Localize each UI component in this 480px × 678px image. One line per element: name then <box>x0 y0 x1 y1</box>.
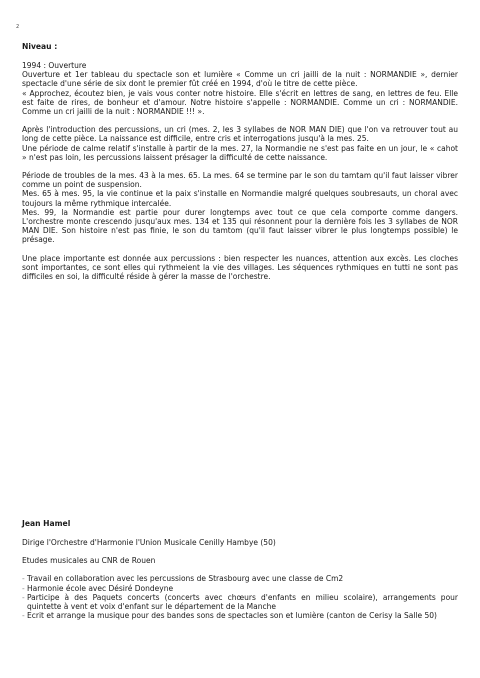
niveau-paragraph-6: Une place importante est donnée aux percussions : bien respecter les nuances, attention aux excès. Les cloches sont importantes, ce sont elles qui rythmeient la vie des villages. Les séquences rythmiques en tutti ne sont pas difficiles en soi, la difficulté réside à gérer la masse de l'orchestre. <box>22 253 458 282</box>
bio-list-item: - Participe à des Paquets concerts (concerts avec chœurs d'enfants en milieu scolaire), arrangements pour quintette à vent et voix d'enfant sur le département de la Manche <box>22 593 458 611</box>
bio-list-item: - Harmonie école avec Désiré Dondeyne <box>22 584 458 593</box>
niveau-year-line: 1994 : Ouverture <box>22 61 87 70</box>
page-number: 2 <box>16 24 20 30</box>
bio-line-2: Etudes musicales au CNR de Rouen <box>22 556 156 566</box>
bio-list-item: - Ecrit et arrange la musique pour des bandes sons de spectacles son et lumière (canton de Cerisy la Salle 50) <box>22 611 458 620</box>
bio-line-1: Dirige l'Orchestre d'Harmonie l'Union Musicale Cenilly Hambye (50) <box>22 538 276 547</box>
bio-list-item: - Travail en collaboration avec les percussions de Strasbourg avec une classe de Cm2 <box>22 574 458 583</box>
niveau-section <box>22 42 458 281</box>
niveau-paragraph-5: Mes. 99, la Normandie est partie pour durer longtemps avec tout ce que cela comporte comme dangers. L'orchestre monte crescendo jusqu'aux mes. 134 et 135 qui résonnent pour la dernière fois les 3 syllabes de NOR MAN DIE. Son histoire n'est pas finie, le son du tamtom (qu'il faut laisser vibrer le plus longtemps possible) le présage. <box>22 207 458 245</box>
niveau-paragraph-4: Mes. 65 à mes. 95, la vie continue et la paix s'installe en Normandie malgré quelques soubresauts, un choral avec toujours la même rythmique intercalée. <box>22 189 458 208</box>
bio-list <box>22 574 458 620</box>
niveau-paragraph-1: Après l'introduction des percussions, un cri (mes. 2, les 3 syllabes de NOR MAN DIE) que l'on va retrouver tout au long de cette pièce. La naissance est difficile, entre cris et interrogations jusqu'à la mes. 25. <box>22 125 458 144</box>
niveau-paragraph-2: Une période de calme relatif s'installe à partir de la mes. 27, la Normandie ne s'est pas faite en un jour, le « cahot » n'est pas loin, les percussions laissent présager la difficulté de cette naissance. <box>22 143 458 162</box>
bio-section <box>22 519 458 620</box>
niveau-paragraph-3: Période de troubles de la mes. 43 à la mes. 65. La mes. 64 se termine par le son du tamtam qu'il faut laisser vibrer comme un point de suspension. <box>22 171 458 190</box>
niveau-quote: « Approchez, écoutez bien, je vais vous conter notre histoire. Elle s'écrit en lettres de sang, en lettres de feu. Elle est faite de rires, de bonheur et d'amour. Notre histoire s'appelle : NORMANDIE. Comme un cri : NORMANDIE. Comme un cri jailli de la nuit : NORMANDIE !!! ». <box>22 88 458 117</box>
niveau-heading: Niveau : <box>22 42 58 51</box>
niveau-intro: Ouverture et 1er tableau du spectacle son et lumière « Comme un cri jailli de la nuit : NORMANDIE », dernier spectacle d'une série de six dont le premier fût créé en 1994, d'où le titre de cette pièce. <box>22 70 458 89</box>
bio-heading: Jean Hamel <box>22 519 71 528</box>
